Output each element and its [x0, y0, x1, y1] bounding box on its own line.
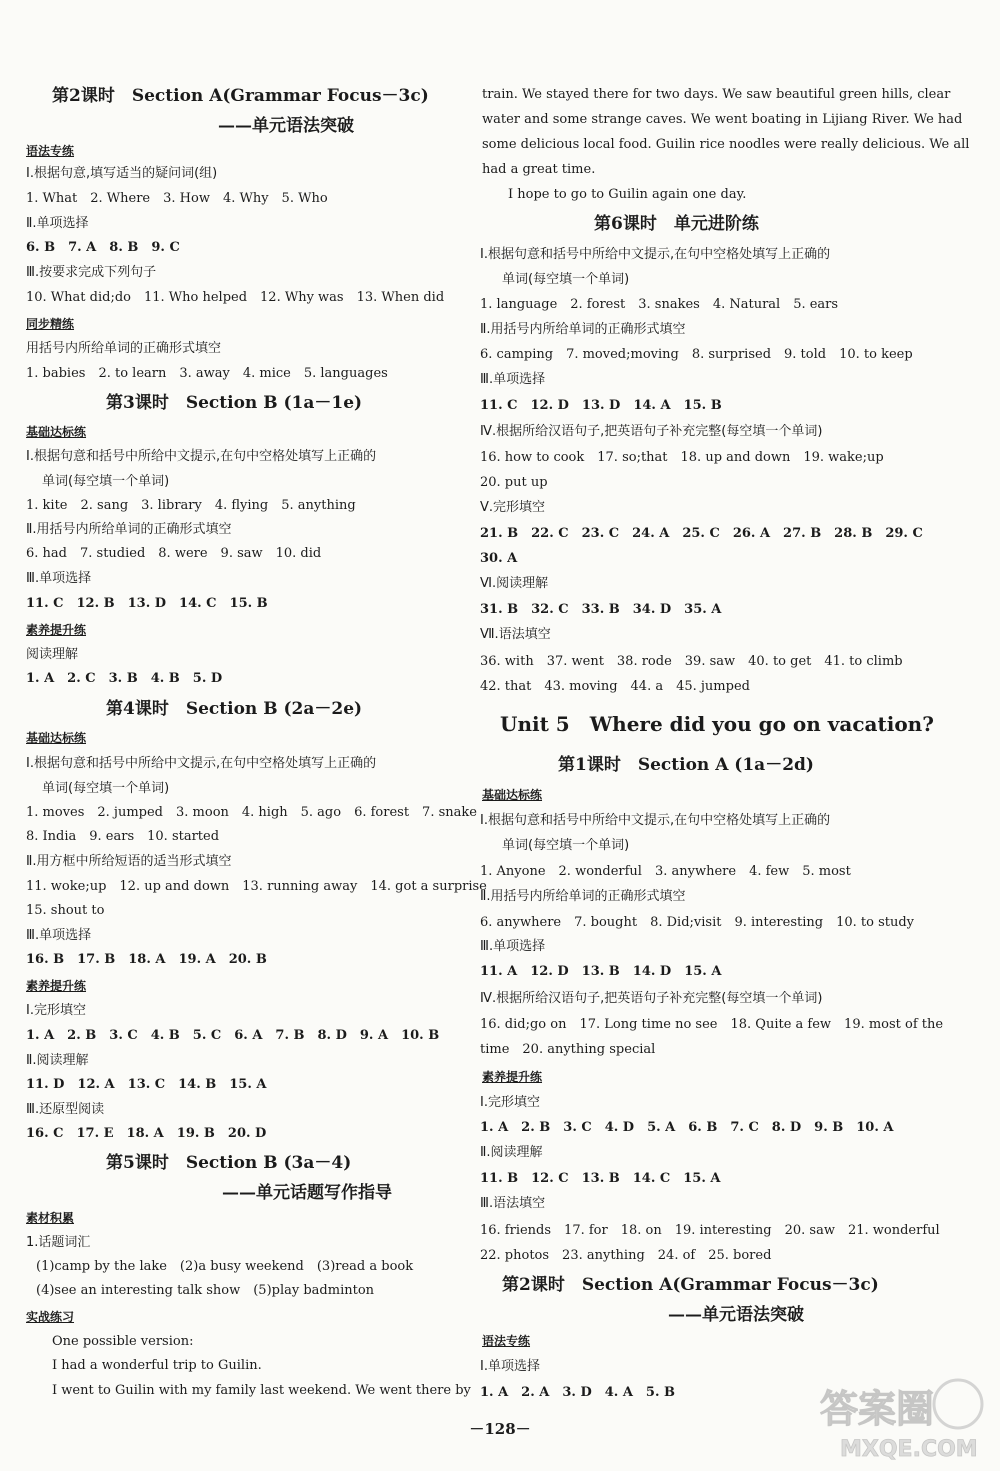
question-heading: Ⅱ.阅读理解 — [26, 1053, 89, 1068]
section-tag: 素材积累 — [26, 1211, 75, 1225]
answer-line: 1. A 2. B 3. C 4. B 5. C 6. A 7. B 8. D 9. A 10. B — [26, 1028, 440, 1043]
question-heading: Ⅱ.单项选择 — [26, 216, 89, 231]
question-heading: Ⅳ.根据所给汉语句子,把英语句子补充完整(每空填一个单词) — [480, 991, 823, 1006]
question-heading: Ⅰ.根据句意,填写适当的疑问词(组) — [26, 166, 218, 181]
answer-line: 22. photos 23. anything 24. of 25. bored — [480, 1248, 772, 1263]
question-heading: Ⅱ.用括号内所给单词的正确形式填空 — [480, 889, 686, 904]
question-heading: Ⅰ.单项选择 — [480, 1359, 540, 1374]
answer-line: 1. babies 2. to learn 3. away 4. mice 5. languages — [26, 366, 388, 381]
lesson-title: 第6课时 单元进阶练 — [594, 214, 759, 234]
section-tag: 素养提升练 — [26, 623, 87, 637]
answer-line: 16. did;go on 17. Long time no see 18. Quite a few 19. most of the — [480, 1017, 944, 1032]
question-heading: Ⅲ.单项选择 — [26, 928, 92, 943]
answer-line: 1. A 2. B 3. C 4. D 5. A 6. B 7. C 8. D 9. B 10. A — [480, 1120, 894, 1135]
section-tag: 基础达标练 — [26, 425, 87, 439]
answer-line: 30. A — [480, 551, 518, 566]
lesson-subtitle: ——单元语法突破 — [668, 1305, 804, 1325]
question-heading: Ⅴ.完形填空 — [480, 500, 546, 515]
essay-line: I had a wonderful trip to Guilin. — [52, 1358, 262, 1373]
answer-line: 1. What 2. Where 3. How 4. Why 5. Who — [26, 191, 328, 206]
lesson-subtitle: ——单元语法突破 — [218, 116, 354, 136]
question-heading: Ⅲ.语法填空 — [480, 1196, 546, 1211]
section-tag: 基础达标练 — [482, 788, 543, 802]
watermark-url: MXQE.COM — [840, 1437, 978, 1462]
question-heading: Ⅲ.单项选择 — [480, 372, 546, 387]
question-heading: Ⅱ.用括号内所给单词的正确形式填空 — [26, 522, 232, 537]
answer-line: time 20. anything special — [480, 1042, 656, 1057]
answer-line: 1. A 2. A 3. D 4. A 5. B — [480, 1385, 676, 1400]
answer-line: 1. moves 2. jumped 3. moon 4. high 5. ago 6. forest 7. snake — [26, 805, 477, 820]
section-tag: 语法专练 — [26, 144, 75, 158]
answer-line: 11. woke;up 12. up and down 13. running away 14. got a surprise — [26, 879, 487, 894]
answer-line: 6. camping 7. moved;moving 8. surprised 9. told 10. to keep — [480, 347, 913, 362]
lesson-title: 第3课时 Section B (1a－1e) — [106, 393, 363, 413]
unit-title: Unit 5 Where did you go on vacation? — [500, 712, 934, 736]
essay-line: had a great time. — [482, 162, 596, 177]
answer-line: 1. kite 2. sang 3. library 4. flying 5. anything — [26, 498, 356, 513]
answer-line: (4)see an interesting talk show (5)play badminton — [36, 1283, 375, 1298]
question-heading: Ⅲ.单项选择 — [26, 571, 92, 586]
answer-line: 1. Anyone 2. wonderful 3. anywhere 4. few 5. most — [480, 864, 851, 879]
lesson-title: 第4课时 Section B (2a－2e) — [106, 699, 363, 719]
essay-line: water and some strange caves. We went boating in Lijiang River. We had — [482, 112, 963, 127]
question-heading: Ⅶ.语法填空 — [480, 627, 551, 642]
question-heading: Ⅱ.用方框中所给短语的适当形式填空 — [26, 854, 232, 869]
answer-line: 1. A 2. C 3. B 4. B 5. D — [26, 671, 223, 686]
question-heading: Ⅰ.完形填空 — [480, 1095, 540, 1110]
question-heading: Ⅲ.还原型阅读 — [26, 1102, 105, 1117]
question-heading: 阅读理解 — [26, 647, 79, 662]
watermark-logo — [810, 1370, 990, 1465]
question-heading: Ⅲ.单项选择 — [480, 939, 546, 954]
lesson-title: 第5课时 Section B (3a－4) — [106, 1153, 352, 1173]
question-heading: Ⅱ.用括号内所给单词的正确形式填空 — [480, 322, 686, 337]
question-heading: Ⅲ.按要求完成下列句子 — [26, 265, 157, 280]
answer-line: 11. C 12. B 13. D 14. C 15. B — [26, 596, 268, 611]
answer-line: 16. how to cook 17. so;that 18. up and down 19. wake;up — [480, 450, 884, 465]
question-heading: Ⅳ.根据所给汉语句子,把英语句子补充完整(每空填一个单词) — [480, 424, 823, 439]
answer-line: 8. India 9. ears 10. started — [26, 829, 220, 844]
essay-line: train. We stayed there for two days. We saw beautiful green hills, clear — [482, 87, 951, 102]
section-tag: 同步精练 — [26, 317, 75, 331]
essay-line: I went to Guilin with my family last weekend. We went there by — [52, 1383, 471, 1398]
answer-line: 16. friends 17. for 18. on 19. interesting 20. saw 21. wonderful — [480, 1223, 940, 1238]
section-tag: 素养提升练 — [482, 1070, 543, 1084]
question-heading: 单词(每空填一个单词) — [42, 781, 170, 796]
question-heading: Ⅵ.阅读理解 — [480, 576, 549, 591]
question-heading: 单词(每空填一个单词) — [502, 272, 630, 287]
answer-line: 11. C 12. D 13. D 14. A 15. B — [480, 398, 722, 413]
essay-line: I hope to go to Guilin again one day. — [508, 187, 747, 202]
answer-line: 11. A 12. D 13. B 14. D 15. A — [480, 964, 722, 979]
question-heading: 用括号内所给单词的正确形式填空 — [26, 341, 222, 356]
answer-line: 42. that 43. moving 44. a 45. jumped — [480, 679, 750, 694]
answer-line: 11. B 12. C 13. B 14. C 15. A — [480, 1171, 721, 1186]
page-number: －128－ — [469, 1420, 531, 1438]
answer-line: 6. had 7. studied 8. were 9. saw 10. did — [26, 546, 322, 561]
answer-line: 6. B 7. A 8. B 9. C — [26, 240, 180, 255]
essay-line: One possible version: — [52, 1334, 194, 1349]
question-heading: Ⅰ.根据句意和括号中所给中文提示,在句中空格处填写上正确的 — [26, 756, 377, 771]
section-tag: 基础达标练 — [26, 731, 87, 745]
answer-line: 10. What did;do 11. Who helped 12. Why was 13. When did — [26, 290, 445, 305]
answer-line: 6. anywhere 7. bought 8. Did;visit 9. interesting 10. to study — [480, 915, 915, 930]
answer-line: 36. with 37. went 38. rode 39. saw 40. to get 41. to climb — [480, 654, 903, 669]
answer-line: 16. C 17. E 18. A 19. B 20. D — [26, 1126, 267, 1141]
essay-line: some delicious local food. Guilin rice noodles were really delicious. We all — [482, 137, 970, 152]
question-heading: Ⅰ.完形填空 — [26, 1003, 86, 1018]
section-tag: 语法专练 — [482, 1334, 531, 1348]
lesson-title: 第2课时 Section A(Grammar Focus－3c) — [52, 86, 429, 106]
question-heading: Ⅰ.根据句意和括号中所给中文提示,在句中空格处填写上正确的 — [26, 449, 377, 464]
answer-line: 1. language 2. forest 3. snakes 4. Natural 5. ears — [480, 297, 839, 312]
answer-line: 15. shout to — [26, 903, 105, 918]
question-heading: 单词(每空填一个单词) — [42, 474, 170, 489]
answer-line: 20. put up — [480, 475, 548, 490]
question-heading: Ⅰ.根据句意和括号中所给中文提示,在句中空格处填写上正确的 — [480, 813, 831, 828]
lesson-subtitle: ——单元话题写作指导 — [222, 1183, 392, 1203]
question-heading: Ⅱ.阅读理解 — [480, 1145, 543, 1160]
answer-line: 21. B 22. C 23. C 24. A 25. C 26. A 27. B 28. B 29. C — [480, 526, 923, 541]
question-heading: Ⅰ.根据句意和括号中所给中文提示,在句中空格处填写上正确的 — [480, 247, 831, 262]
answer-line: (1)camp by the lake (2)a busy weekend (3)read a book — [36, 1259, 414, 1274]
watermark-text: 答案圈 — [820, 1387, 935, 1431]
question-heading: 1.话题词汇 — [26, 1235, 91, 1250]
lesson-title: 第1课时 Section A (1a－2d) — [558, 755, 814, 775]
answer-line: 31. B 32. C 33. B 34. D 35. A — [480, 602, 722, 617]
answer-line: 16. B 17. B 18. A 19. A 20. B — [26, 952, 267, 967]
section-tag: 实战练习 — [26, 1310, 75, 1324]
section-tag: 素养提升练 — [26, 979, 87, 993]
lesson-title: 第2课时 Section A(Grammar Focus－3c) — [502, 1275, 879, 1295]
question-heading: 单词(每空填一个单词) — [502, 838, 630, 853]
answer-line: 11. D 12. A 13. C 14. B 15. A — [26, 1077, 267, 1092]
